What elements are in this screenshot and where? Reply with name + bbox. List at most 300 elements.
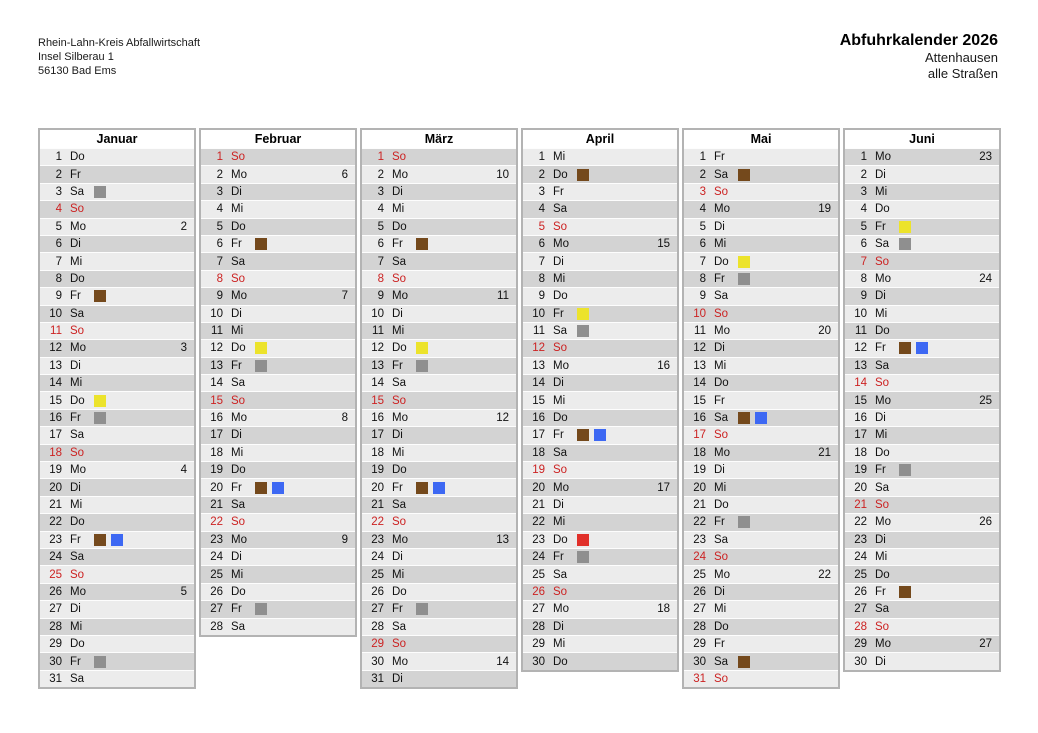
day-row bbox=[845, 148, 999, 165]
day-row bbox=[684, 444, 838, 461]
day-row bbox=[201, 165, 355, 182]
day-number: 30 bbox=[371, 655, 384, 668]
day-number: 14 bbox=[532, 377, 545, 390]
weekday-label: So bbox=[714, 185, 729, 198]
day-number: 11 bbox=[533, 325, 545, 338]
day-number: 12 bbox=[532, 342, 545, 355]
weekday-label: Fr bbox=[553, 429, 564, 442]
month-april bbox=[521, 128, 679, 672]
day-row bbox=[684, 565, 838, 582]
collection-marks bbox=[738, 169, 750, 181]
day-row bbox=[684, 478, 838, 495]
weekday-label: Sa bbox=[70, 551, 85, 564]
week-number: 4 bbox=[180, 464, 187, 477]
day-number: 13 bbox=[210, 359, 223, 372]
day-row bbox=[845, 461, 999, 478]
day-row bbox=[523, 531, 677, 548]
day-row bbox=[523, 305, 677, 322]
day-row bbox=[40, 461, 194, 478]
day-row bbox=[40, 165, 194, 182]
collection-mark-brown-icon bbox=[416, 482, 428, 494]
day-number: 20 bbox=[371, 481, 384, 494]
collection-marks bbox=[255, 482, 284, 494]
weekday-label: Sa bbox=[875, 603, 890, 616]
day-number: 28 bbox=[49, 620, 62, 633]
day-row bbox=[40, 635, 194, 652]
day-row bbox=[523, 461, 677, 478]
weekday-label: Fr bbox=[714, 394, 725, 407]
weekday-label: Mi bbox=[70, 377, 83, 390]
weekday-label: Do bbox=[231, 464, 246, 477]
collection-marks bbox=[416, 238, 428, 250]
weekday-label: Mi bbox=[70, 620, 83, 633]
weekday-label: So bbox=[553, 220, 568, 233]
weekday-label: Mi bbox=[875, 185, 888, 198]
day-row bbox=[40, 652, 194, 669]
title-block bbox=[840, 31, 998, 82]
day-row bbox=[523, 270, 677, 287]
weekday-label: So bbox=[553, 464, 568, 477]
day-row bbox=[362, 635, 516, 652]
weekday-label: Fr bbox=[231, 603, 242, 616]
weekday-label: Mi bbox=[714, 481, 727, 494]
weekday-label: Fr bbox=[875, 585, 886, 598]
collection-mark-blue-icon bbox=[594, 429, 606, 441]
collection-mark-brown-icon bbox=[899, 586, 911, 598]
weekday-label: Di bbox=[714, 585, 725, 598]
day-row bbox=[40, 305, 194, 322]
day-number: 24 bbox=[210, 551, 223, 564]
day-row bbox=[523, 322, 677, 339]
week-number: 23 bbox=[979, 151, 992, 164]
day-number: 24 bbox=[532, 551, 545, 564]
weekday-label: Mi bbox=[553, 638, 566, 651]
day-row bbox=[845, 444, 999, 461]
day-number: 21 bbox=[532, 499, 545, 511]
day-row bbox=[201, 600, 355, 617]
collection-marks bbox=[416, 360, 428, 372]
collection-mark-gray-icon bbox=[577, 325, 589, 337]
day-number: 16 bbox=[210, 412, 223, 425]
weekday-label: Di bbox=[70, 481, 81, 494]
day-number: 13 bbox=[693, 359, 706, 372]
day-row bbox=[845, 339, 999, 356]
month-title: Januar bbox=[40, 130, 194, 148]
sender-address-line: 56130 Bad Ems bbox=[38, 65, 117, 77]
week-number: 2 bbox=[180, 220, 187, 233]
day-number: 27 bbox=[693, 603, 706, 616]
day-row bbox=[523, 426, 677, 443]
weekday-label: Di bbox=[714, 464, 725, 477]
day-number: 9 bbox=[538, 290, 545, 303]
day-row bbox=[40, 426, 194, 443]
weekday-label: Mo bbox=[392, 290, 408, 303]
day-number: 24 bbox=[693, 551, 706, 564]
weekday-label: So bbox=[553, 342, 568, 355]
weekday-label: Fr bbox=[714, 638, 725, 651]
week-number: 11 bbox=[497, 290, 509, 303]
weekday-label: Sa bbox=[392, 499, 407, 511]
day-number: 17 bbox=[371, 429, 384, 442]
collection-marks bbox=[416, 603, 428, 615]
weekday-label: Di bbox=[553, 620, 564, 633]
day-row bbox=[40, 183, 194, 200]
collection-mark-gray-icon bbox=[416, 603, 428, 615]
collection-marks bbox=[416, 342, 428, 354]
day-number: 9 bbox=[377, 290, 384, 303]
collection-mark-red-icon bbox=[577, 534, 589, 546]
week-number: 13 bbox=[496, 533, 509, 546]
day-row bbox=[523, 478, 677, 495]
day-number: 18 bbox=[693, 446, 706, 459]
month-title: März bbox=[362, 130, 516, 148]
day-number: 20 bbox=[49, 481, 62, 494]
weekday-label: Fr bbox=[392, 481, 403, 494]
weekday-label: Di bbox=[553, 499, 564, 511]
day-number: 4 bbox=[55, 203, 62, 216]
day-row bbox=[201, 391, 355, 408]
day-row bbox=[362, 565, 516, 582]
weekday-label: So bbox=[714, 429, 729, 442]
day-number: 1 bbox=[377, 151, 384, 164]
collection-marks bbox=[899, 464, 911, 476]
week-number: 7 bbox=[341, 290, 348, 303]
day-number: 1 bbox=[216, 151, 223, 164]
day-row bbox=[40, 374, 194, 391]
collection-marks bbox=[577, 551, 589, 563]
weekday-label: Fr bbox=[70, 655, 81, 668]
day-row bbox=[523, 513, 677, 530]
week-number: 14 bbox=[496, 655, 509, 668]
weekday-label: Sa bbox=[553, 325, 568, 338]
day-row bbox=[684, 670, 838, 687]
day-number: 3 bbox=[377, 185, 384, 198]
week-number: 9 bbox=[341, 533, 348, 546]
weekday-label: So bbox=[392, 151, 407, 164]
collection-mark-blue-icon bbox=[272, 482, 284, 494]
weekday-label: So bbox=[70, 203, 85, 216]
page-title: Abfuhrkalender 2026 bbox=[839, 32, 998, 49]
weekday-label: Fr bbox=[70, 533, 81, 546]
weekday-label: Mi bbox=[714, 238, 727, 251]
collection-marks bbox=[255, 603, 267, 615]
day-number: 2 bbox=[216, 168, 223, 181]
weekday-label: Sa bbox=[392, 620, 407, 633]
day-number: 22 bbox=[210, 516, 223, 529]
day-number: 1 bbox=[538, 151, 545, 164]
weekday-label: Fr bbox=[70, 290, 81, 303]
day-number: 5 bbox=[216, 220, 223, 233]
day-number: 17 bbox=[693, 429, 706, 442]
day-number: 15 bbox=[49, 394, 62, 407]
day-row bbox=[362, 218, 516, 235]
week-number: 25 bbox=[979, 394, 992, 407]
weekday-label: Mo bbox=[875, 151, 891, 164]
day-row bbox=[362, 670, 516, 687]
day-row bbox=[684, 218, 838, 235]
weekday-label: Do bbox=[714, 499, 729, 511]
day-row bbox=[845, 548, 999, 565]
day-row bbox=[845, 252, 999, 269]
weekday-label: Mo bbox=[714, 203, 730, 216]
day-number: 2 bbox=[55, 168, 62, 181]
weekday-label: So bbox=[231, 151, 246, 164]
weekday-label: Fr bbox=[714, 272, 725, 285]
day-row bbox=[684, 200, 838, 217]
day-number: 8 bbox=[55, 272, 62, 285]
week-number: 19 bbox=[818, 203, 831, 216]
month-märz bbox=[360, 128, 518, 689]
weekday-label: Do bbox=[875, 568, 890, 581]
day-number: 20 bbox=[854, 481, 867, 494]
day-row bbox=[523, 165, 677, 182]
day-row bbox=[362, 270, 516, 287]
day-number: 22 bbox=[371, 516, 384, 529]
weekday-label: So bbox=[875, 255, 890, 268]
day-number: 22 bbox=[854, 516, 867, 529]
day-number: 26 bbox=[854, 585, 867, 598]
day-number: 25 bbox=[854, 568, 867, 581]
weekday-label: Di bbox=[392, 551, 403, 564]
day-number: 17 bbox=[210, 429, 223, 442]
day-number: 25 bbox=[693, 568, 706, 581]
day-number: 29 bbox=[693, 638, 706, 651]
day-number: 19 bbox=[693, 464, 706, 477]
weekday-label: Mi bbox=[392, 325, 405, 338]
day-row bbox=[684, 652, 838, 669]
day-row bbox=[845, 270, 999, 287]
day-number: 12 bbox=[210, 342, 223, 355]
weekday-label: Sa bbox=[231, 377, 246, 390]
day-number: 6 bbox=[55, 238, 62, 251]
day-number: 21 bbox=[49, 499, 62, 511]
collection-marks bbox=[899, 238, 911, 250]
day-row bbox=[845, 391, 999, 408]
day-number: 22 bbox=[49, 516, 62, 529]
day-number: 8 bbox=[860, 272, 867, 285]
day-row bbox=[845, 426, 999, 443]
day-number: 11 bbox=[211, 325, 223, 338]
day-row bbox=[362, 287, 516, 304]
weekday-label: Di bbox=[70, 603, 81, 616]
day-row bbox=[201, 496, 355, 513]
day-number: 17 bbox=[854, 429, 867, 442]
weekday-label: Sa bbox=[714, 412, 729, 425]
collection-mark-brown-icon bbox=[738, 412, 750, 424]
day-row bbox=[201, 565, 355, 582]
day-number: 18 bbox=[854, 446, 867, 459]
day-number: 23 bbox=[371, 533, 384, 546]
day-row bbox=[523, 391, 677, 408]
day-row bbox=[523, 339, 677, 356]
day-row bbox=[362, 409, 516, 426]
day-row bbox=[845, 513, 999, 530]
day-number: 1 bbox=[699, 151, 706, 164]
sender-address-line: Rhein-Lahn-Kreis Abfallwirtschaft bbox=[38, 37, 201, 49]
weekday-label: Sa bbox=[875, 359, 890, 372]
day-number: 5 bbox=[699, 220, 706, 233]
weekday-label: Mo bbox=[553, 238, 569, 251]
day-row bbox=[684, 235, 838, 252]
day-number: 27 bbox=[532, 603, 545, 616]
day-number: 7 bbox=[55, 255, 62, 268]
day-number: 7 bbox=[860, 255, 867, 268]
day-row bbox=[523, 652, 677, 669]
day-number: 20 bbox=[210, 481, 223, 494]
day-number: 21 bbox=[854, 499, 867, 511]
collection-mark-gray-icon bbox=[899, 464, 911, 476]
day-number: 21 bbox=[210, 499, 223, 511]
day-number: 30 bbox=[854, 655, 867, 668]
collection-marks bbox=[577, 169, 589, 181]
day-row bbox=[201, 357, 355, 374]
week-number: 6 bbox=[341, 168, 348, 181]
sender-address-line: Insel Silberau 1 bbox=[38, 51, 114, 63]
weekday-label: Fr bbox=[392, 359, 403, 372]
day-number: 15 bbox=[854, 394, 867, 407]
weekday-label: Do bbox=[231, 220, 246, 233]
weekday-label: Sa bbox=[553, 568, 568, 581]
weekday-label: Sa bbox=[231, 255, 246, 268]
weekday-label: Do bbox=[392, 464, 407, 477]
day-row bbox=[40, 252, 194, 269]
day-row bbox=[362, 513, 516, 530]
weekday-label: Do bbox=[392, 220, 407, 233]
day-row bbox=[845, 322, 999, 339]
weekday-label: Sa bbox=[70, 429, 85, 442]
month-title: Juni bbox=[845, 130, 999, 148]
day-row bbox=[523, 357, 677, 374]
day-row bbox=[684, 305, 838, 322]
day-number: 14 bbox=[693, 377, 706, 390]
day-row bbox=[40, 322, 194, 339]
weekday-label: Fr bbox=[392, 238, 403, 251]
collection-marks bbox=[94, 534, 123, 546]
day-row bbox=[684, 391, 838, 408]
day-number: 13 bbox=[49, 359, 62, 372]
day-row bbox=[201, 235, 355, 252]
day-row bbox=[523, 235, 677, 252]
weekday-label: Di bbox=[553, 377, 564, 390]
day-row bbox=[362, 252, 516, 269]
day-number: 28 bbox=[532, 620, 545, 633]
day-number: 22 bbox=[693, 516, 706, 529]
day-row bbox=[684, 374, 838, 391]
day-row bbox=[845, 374, 999, 391]
day-row bbox=[40, 200, 194, 217]
day-row bbox=[362, 374, 516, 391]
weekday-label: Fr bbox=[553, 551, 564, 564]
weekday-label: So bbox=[714, 307, 729, 320]
day-number: 11 bbox=[855, 325, 867, 338]
collection-marks bbox=[899, 221, 911, 233]
day-row bbox=[845, 496, 999, 513]
weekday-label: Sa bbox=[875, 481, 890, 494]
week-number: 27 bbox=[979, 638, 992, 651]
day-number: 29 bbox=[49, 638, 62, 651]
day-number: 8 bbox=[699, 272, 706, 285]
day-row bbox=[684, 618, 838, 635]
day-row bbox=[201, 218, 355, 235]
collection-mark-yellow-icon bbox=[416, 342, 428, 354]
day-number: 10 bbox=[693, 307, 706, 320]
weekday-label: Do bbox=[70, 151, 85, 164]
weekday-label: Fr bbox=[231, 359, 242, 372]
weekday-label: So bbox=[392, 394, 407, 407]
day-row bbox=[40, 235, 194, 252]
day-number: 1 bbox=[860, 151, 867, 164]
day-row bbox=[362, 391, 516, 408]
collection-mark-gray-icon bbox=[255, 360, 267, 372]
day-number: 26 bbox=[532, 585, 545, 598]
month-juni bbox=[843, 128, 1001, 672]
day-number: 4 bbox=[860, 203, 867, 216]
day-row bbox=[845, 635, 999, 652]
weekday-label: Do bbox=[553, 533, 568, 546]
day-number: 6 bbox=[860, 238, 867, 251]
day-number: 24 bbox=[371, 551, 384, 564]
day-row bbox=[845, 183, 999, 200]
weekday-label: Do bbox=[714, 377, 729, 390]
weekday-label: Di bbox=[875, 290, 886, 303]
day-number: 19 bbox=[210, 464, 223, 477]
day-number: 27 bbox=[210, 603, 223, 616]
day-number: 8 bbox=[216, 272, 223, 285]
day-number: 4 bbox=[377, 203, 384, 216]
day-number: 10 bbox=[854, 307, 867, 320]
day-row bbox=[201, 461, 355, 478]
day-number: 16 bbox=[371, 412, 384, 425]
town-name: Attenhausen bbox=[924, 50, 998, 65]
weekday-label: Mo bbox=[231, 290, 247, 303]
day-number: 30 bbox=[532, 655, 545, 668]
day-row bbox=[845, 165, 999, 182]
weekday-label: Mi bbox=[231, 568, 244, 581]
day-number: 25 bbox=[49, 568, 62, 581]
day-number: 6 bbox=[699, 238, 706, 251]
weekday-label: So bbox=[714, 551, 729, 564]
day-number: 16 bbox=[49, 412, 62, 425]
weekday-label: Mo bbox=[875, 394, 891, 407]
day-row bbox=[40, 565, 194, 582]
weekday-label: Di bbox=[875, 655, 886, 668]
day-number: 19 bbox=[854, 464, 867, 477]
day-row bbox=[523, 409, 677, 426]
weekday-label: Mo bbox=[553, 481, 569, 494]
day-row bbox=[523, 218, 677, 235]
day-row bbox=[684, 496, 838, 513]
day-row bbox=[201, 322, 355, 339]
weekday-label: Mo bbox=[392, 655, 408, 668]
day-row bbox=[40, 357, 194, 374]
weekday-label: Mi bbox=[231, 446, 244, 459]
weekday-label: Fr bbox=[553, 307, 564, 320]
day-number: 24 bbox=[49, 551, 62, 564]
week-number: 16 bbox=[657, 359, 670, 372]
weekday-label: Do bbox=[875, 446, 890, 459]
day-row bbox=[201, 305, 355, 322]
day-row bbox=[362, 165, 516, 182]
day-row bbox=[523, 183, 677, 200]
day-number: 16 bbox=[854, 412, 867, 425]
collection-marks bbox=[255, 360, 267, 372]
collection-mark-brown-icon bbox=[577, 169, 589, 181]
day-row bbox=[362, 496, 516, 513]
day-row bbox=[201, 531, 355, 548]
collection-mark-yellow-icon bbox=[899, 221, 911, 233]
collection-marks bbox=[738, 412, 767, 424]
day-row bbox=[362, 652, 516, 669]
